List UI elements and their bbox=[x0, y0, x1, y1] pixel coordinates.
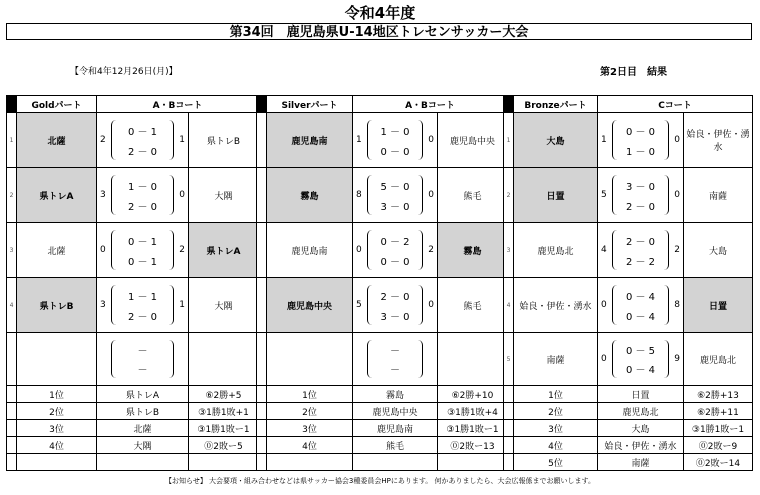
score-cell bbox=[353, 333, 438, 386]
rank-team: 北薩 bbox=[97, 420, 189, 437]
half-scores bbox=[111, 340, 174, 378]
half-scores bbox=[367, 175, 423, 215]
rank-label: 2位 bbox=[514, 403, 598, 420]
second-half-score: 2 － 2 bbox=[625, 256, 656, 268]
ranking-row bbox=[504, 437, 753, 454]
away-total: 0 bbox=[674, 190, 680, 200]
score-cell bbox=[353, 168, 438, 223]
home-total: 1 bbox=[601, 135, 607, 145]
rank-team: 県トレB bbox=[97, 403, 189, 420]
second-half-score: 0 － 0 bbox=[380, 146, 410, 158]
home-team bbox=[17, 333, 97, 386]
rank-label: 3位 bbox=[514, 420, 598, 437]
match-row bbox=[7, 278, 259, 333]
second-half-score: 1 － 0 bbox=[625, 146, 656, 158]
away-team: 鹿児島中央 bbox=[438, 113, 508, 168]
half-scores bbox=[367, 285, 423, 325]
away-team bbox=[438, 333, 508, 386]
home-total: 0 bbox=[601, 354, 607, 364]
home-team bbox=[267, 333, 353, 386]
rank-team: 鹿児島北 bbox=[598, 403, 684, 420]
rank-label: 4位 bbox=[17, 437, 97, 454]
second-half-score: 2 － 0 bbox=[127, 146, 158, 158]
half-scores bbox=[367, 120, 423, 160]
match-row bbox=[7, 223, 259, 278]
rank-record: ⑥2勝+10 bbox=[438, 386, 508, 403]
first-half-score: 1 － 0 bbox=[127, 181, 158, 193]
rank-label bbox=[17, 454, 97, 471]
ranking-row bbox=[7, 403, 259, 420]
match-number bbox=[257, 168, 267, 223]
rank-record: ③1勝1敗ー1 bbox=[684, 420, 753, 437]
first-half-score: 0 － 1 bbox=[127, 126, 158, 138]
rank-record bbox=[189, 454, 259, 471]
away-team: 大島 bbox=[684, 223, 753, 278]
home-team: 県トレB bbox=[17, 278, 97, 333]
home-team: 霧島 bbox=[267, 168, 353, 223]
group-table-0 bbox=[6, 95, 259, 471]
first-half-score: 3 － 0 bbox=[625, 181, 656, 193]
half-scores bbox=[111, 285, 174, 325]
home-team: 鹿児島中央 bbox=[267, 278, 353, 333]
away-team: 熊毛 bbox=[438, 278, 508, 333]
score-cell bbox=[97, 113, 189, 168]
score-cell bbox=[97, 333, 189, 386]
home-team: 大島 bbox=[514, 113, 598, 168]
home-total: 0 bbox=[356, 245, 362, 255]
ranking-row bbox=[257, 403, 508, 420]
home-total: 5 bbox=[601, 190, 607, 200]
match-row bbox=[504, 333, 753, 386]
rank-record: ③1勝1敗+4 bbox=[438, 403, 508, 420]
second-half-score: 2 － 0 bbox=[127, 311, 158, 323]
rank-record: ⑥2勝+13 bbox=[684, 386, 753, 403]
ranking-row bbox=[504, 386, 753, 403]
away-team: 霧島 bbox=[438, 223, 508, 278]
away-total: 9 bbox=[674, 354, 680, 364]
first-half-score: 0 － 0 bbox=[625, 126, 656, 138]
first-half-score: 0 － 4 bbox=[625, 291, 656, 303]
rank-record bbox=[438, 454, 508, 471]
home-total: 1 bbox=[356, 135, 362, 145]
home-team: 県トレA bbox=[17, 168, 97, 223]
first-half-score: 2 － 0 bbox=[380, 291, 410, 303]
away-total: 0 bbox=[179, 190, 185, 200]
away-total: 8 bbox=[674, 300, 680, 310]
rank-team: 鹿児島中央 bbox=[353, 403, 438, 420]
court-name: A・Bコート bbox=[97, 96, 259, 113]
rank-label: 2位 bbox=[267, 403, 353, 420]
match-number bbox=[257, 223, 267, 278]
tournament-title: 第34回 鹿児島県U-14地区トレセンサッカー大会 bbox=[6, 23, 752, 40]
match-number: 2 bbox=[504, 168, 514, 223]
day-result-label: 第2日目 結果 bbox=[600, 67, 667, 78]
second-half-score: － bbox=[137, 365, 148, 376]
home-total: 3 bbox=[100, 190, 106, 200]
match-row bbox=[504, 113, 753, 168]
half-scores bbox=[612, 175, 669, 215]
away-team: 大隅 bbox=[189, 168, 259, 223]
home-team: 日置 bbox=[514, 168, 598, 223]
score-cell bbox=[353, 278, 438, 333]
second-half-score: 0 － 0 bbox=[380, 256, 410, 268]
rank-record: ③1勝1敗ー1 bbox=[189, 420, 259, 437]
match-row bbox=[257, 223, 508, 278]
first-half-score: － bbox=[390, 346, 400, 357]
first-half-score: 2 － 0 bbox=[625, 236, 656, 248]
first-half-score: 1 － 0 bbox=[380, 126, 410, 138]
ranking-row bbox=[7, 420, 259, 437]
rank-record: ⓪2敗ー5 bbox=[189, 437, 259, 454]
ranking-row bbox=[257, 437, 508, 454]
first-half-score: 0 － 2 bbox=[380, 236, 410, 248]
half-scores bbox=[612, 230, 669, 270]
rank-label: 1位 bbox=[17, 386, 97, 403]
away-total: 2 bbox=[674, 245, 680, 255]
ranking-row bbox=[257, 454, 508, 471]
home-total: 3 bbox=[100, 300, 106, 310]
match-row bbox=[504, 223, 753, 278]
rank-label: 3位 bbox=[267, 420, 353, 437]
first-half-score: 5 － 0 bbox=[380, 181, 410, 193]
away-team: 日置 bbox=[684, 278, 753, 333]
rank-team: 県トレA bbox=[97, 386, 189, 403]
match-row bbox=[257, 278, 508, 333]
ranking-row bbox=[504, 403, 753, 420]
score-cell bbox=[353, 223, 438, 278]
home-total: 8 bbox=[356, 190, 362, 200]
header-marker bbox=[504, 96, 514, 113]
rank-record: ⓪2敗ー9 bbox=[684, 437, 753, 454]
away-team: 県トレB bbox=[189, 113, 259, 168]
rank-team: 大隅 bbox=[97, 437, 189, 454]
match-row bbox=[7, 113, 259, 168]
second-half-score: 3 － 0 bbox=[380, 311, 410, 323]
part-name: Goldパート bbox=[17, 96, 97, 113]
home-team: 鹿児島北 bbox=[514, 223, 598, 278]
part-name: Silverパート bbox=[267, 96, 353, 113]
rank-team bbox=[97, 454, 189, 471]
match-row bbox=[7, 168, 259, 223]
score-cell bbox=[598, 113, 684, 168]
second-half-score: 3 － 0 bbox=[380, 201, 410, 213]
home-team: 南薩 bbox=[514, 333, 598, 386]
rank-team: 姶良・伊佐・湧水 bbox=[598, 437, 684, 454]
second-half-score: － bbox=[390, 365, 400, 376]
court-name: Cコート bbox=[598, 96, 753, 113]
score-cell bbox=[598, 278, 684, 333]
group-table-2 bbox=[503, 95, 753, 471]
match-number bbox=[257, 333, 267, 386]
away-team: 南薩 bbox=[684, 168, 753, 223]
away-total: 2 bbox=[179, 245, 185, 255]
away-total: 0 bbox=[428, 190, 434, 200]
match-number: 1 bbox=[504, 113, 514, 168]
second-half-score: 2 － 0 bbox=[127, 201, 158, 213]
home-total: 5 bbox=[356, 300, 362, 310]
court-name: A・Bコート bbox=[353, 96, 508, 113]
home-team: 鹿児島南 bbox=[267, 223, 353, 278]
home-team: 姶良・伊佐・湧水 bbox=[514, 278, 598, 333]
event-date: 【令和4年12月26日(月)】 bbox=[70, 67, 178, 77]
ranking-row bbox=[7, 437, 259, 454]
match-number bbox=[7, 333, 17, 386]
home-team: 北薩 bbox=[17, 223, 97, 278]
home-total: 2 bbox=[100, 135, 106, 145]
ranking-row bbox=[504, 454, 753, 471]
away-team: 熊毛 bbox=[438, 168, 508, 223]
rank-team bbox=[353, 454, 438, 471]
header-marker bbox=[257, 96, 267, 113]
half-scores bbox=[367, 340, 423, 378]
away-team bbox=[189, 333, 259, 386]
score-cell bbox=[97, 223, 189, 278]
first-half-score: 1 － 1 bbox=[127, 291, 158, 303]
half-scores bbox=[111, 175, 174, 215]
rank-label: 1位 bbox=[267, 386, 353, 403]
half-scores bbox=[367, 230, 423, 270]
match-number: 2 bbox=[7, 168, 17, 223]
rank-team: 日置 bbox=[598, 386, 684, 403]
match-number: 4 bbox=[7, 278, 17, 333]
half-scores bbox=[612, 340, 669, 378]
second-half-score: 0 － 4 bbox=[625, 311, 656, 323]
away-team: 大隅 bbox=[189, 278, 259, 333]
half-scores bbox=[111, 120, 174, 160]
match-row bbox=[504, 278, 753, 333]
rank-record: ③1勝1敗+1 bbox=[189, 403, 259, 420]
away-team: 姶良・伊佐・湧水 bbox=[684, 113, 753, 168]
second-half-score: 0 － 1 bbox=[127, 256, 158, 268]
home-total: 0 bbox=[100, 245, 106, 255]
home-total: 4 bbox=[601, 245, 607, 255]
rank-team: 大島 bbox=[598, 420, 684, 437]
rank-record: ⓪2敗ー14 bbox=[684, 454, 753, 471]
match-number: 3 bbox=[7, 223, 17, 278]
rank-record: ⓪2敗ー13 bbox=[438, 437, 508, 454]
rank-team: 熊毛 bbox=[353, 437, 438, 454]
ranking-row bbox=[257, 420, 508, 437]
match-row bbox=[257, 168, 508, 223]
header-marker bbox=[7, 96, 17, 113]
ranking-row bbox=[7, 386, 259, 403]
away-team: 鹿児島北 bbox=[684, 333, 753, 386]
match-number: 1 bbox=[7, 113, 17, 168]
away-total: 0 bbox=[428, 300, 434, 310]
score-cell bbox=[97, 168, 189, 223]
score-cell bbox=[598, 333, 684, 386]
rank-label: 4位 bbox=[267, 437, 353, 454]
home-team: 北薩 bbox=[17, 113, 97, 168]
match-number bbox=[257, 113, 267, 168]
rank-record: ⑥2勝+11 bbox=[684, 403, 753, 420]
half-scores bbox=[111, 230, 174, 270]
rank-label: 2位 bbox=[17, 403, 97, 420]
away-team: 県トレA bbox=[189, 223, 259, 278]
rank-team: 南薩 bbox=[598, 454, 684, 471]
match-row bbox=[257, 113, 508, 168]
score-cell bbox=[598, 223, 684, 278]
home-team: 鹿児島南 bbox=[267, 113, 353, 168]
second-half-score: 0 － 4 bbox=[625, 365, 656, 376]
rank-team: 霧島 bbox=[353, 386, 438, 403]
rank-label bbox=[267, 454, 353, 471]
ranking-row bbox=[257, 386, 508, 403]
away-total: 1 bbox=[179, 135, 185, 145]
away-total: 0 bbox=[674, 135, 680, 145]
match-row bbox=[7, 333, 259, 386]
half-scores bbox=[612, 285, 669, 325]
match-number: 4 bbox=[504, 278, 514, 333]
score-cell bbox=[353, 113, 438, 168]
rank-label: 3位 bbox=[17, 420, 97, 437]
era-title: 令和4年度 bbox=[344, 4, 416, 22]
match-row bbox=[504, 168, 753, 223]
rank-record: ③1勝1敗ー1 bbox=[438, 420, 508, 437]
score-cell bbox=[97, 278, 189, 333]
first-half-score: － bbox=[137, 346, 148, 357]
away-total: 2 bbox=[428, 245, 434, 255]
second-half-score: 2 － 0 bbox=[625, 201, 656, 213]
first-half-score: 0 － 5 bbox=[625, 346, 656, 357]
match-number: 3 bbox=[504, 223, 514, 278]
away-total: 1 bbox=[179, 300, 185, 310]
away-total: 0 bbox=[428, 135, 434, 145]
home-total: 0 bbox=[601, 300, 607, 310]
rank-team: 鹿児島南 bbox=[353, 420, 438, 437]
rank-record: ⑥2勝+5 bbox=[189, 386, 259, 403]
ranking-row bbox=[7, 454, 259, 471]
match-number bbox=[257, 278, 267, 333]
score-cell bbox=[598, 168, 684, 223]
group-table-1 bbox=[256, 95, 508, 471]
footer-notice: 【お知らせ】 大会要項・組み合わせなどは県サッカー協会3種委員会HPにあります。 何かありましたら、大会広報係までお願いします。 bbox=[165, 477, 595, 485]
match-number: 5 bbox=[504, 333, 514, 386]
rank-label: 1位 bbox=[514, 386, 598, 403]
half-scores bbox=[612, 120, 669, 160]
match-row bbox=[257, 333, 508, 386]
rank-label: 5位 bbox=[514, 454, 598, 471]
first-half-score: 0 － 1 bbox=[127, 236, 158, 248]
rank-label: 4位 bbox=[514, 437, 598, 454]
ranking-row bbox=[504, 420, 753, 437]
part-name: Bronzeパート bbox=[514, 96, 598, 113]
